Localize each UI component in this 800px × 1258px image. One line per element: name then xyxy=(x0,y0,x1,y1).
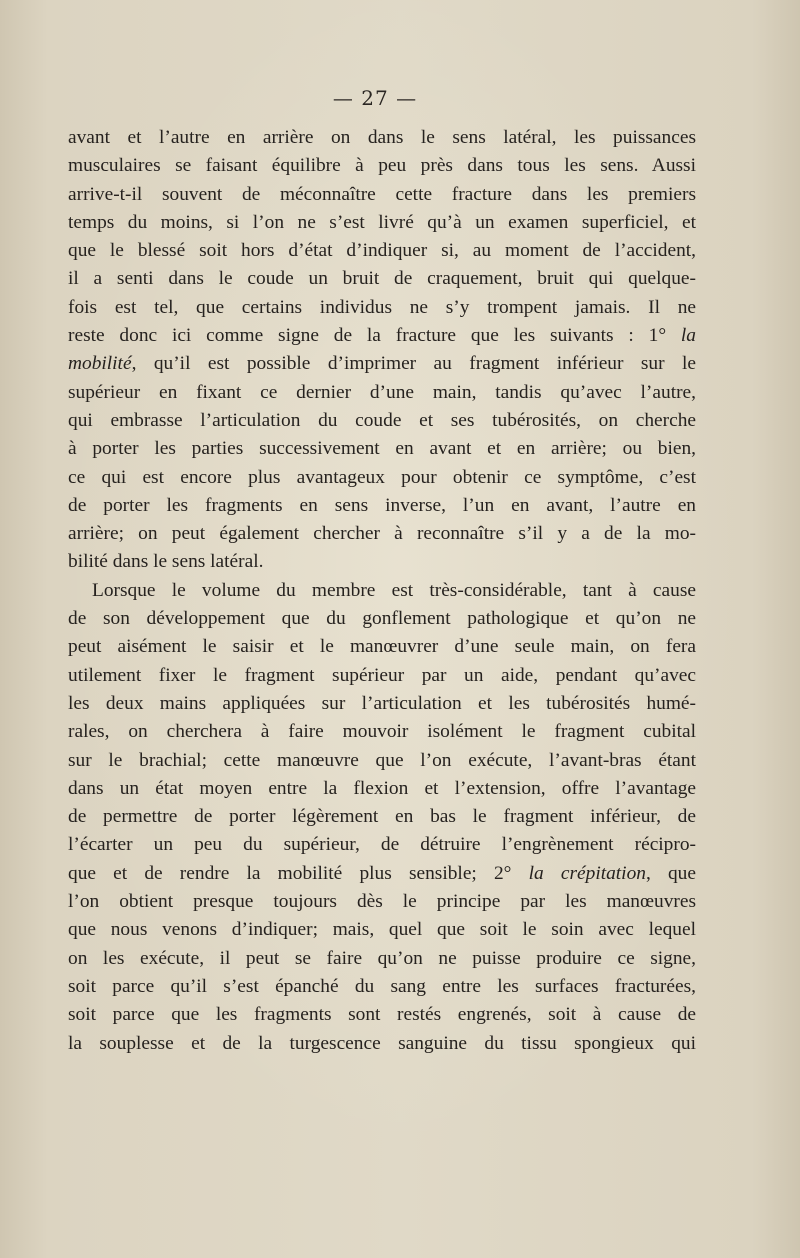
page-number: — 27 — xyxy=(332,86,418,110)
body-text xyxy=(68,124,696,1058)
line-text: utilement fixer le fragment supérieur par un aide, pendant qu’avec xyxy=(68,664,696,686)
italic-term: la crépitation xyxy=(528,862,646,884)
text-line xyxy=(68,124,696,152)
text-line xyxy=(68,520,696,548)
text-line xyxy=(68,265,696,293)
italic-term: mobilité xyxy=(68,353,132,375)
text-line xyxy=(68,662,696,690)
text-line xyxy=(68,237,696,265)
line-text: avant et l’autre en arrière on dans le sens latéral, les puissances xyxy=(68,127,696,148)
line-text: ce qui est encore plus avantageux pour obtenir ce symptôme, c’est xyxy=(68,466,696,488)
line-text: de porter les fragments en sens inverse, l’un en avant, l’autre en xyxy=(68,494,696,516)
text-line xyxy=(68,379,696,407)
line-text: que nous venons d’indiquer; mais, quel que soit le soin avec lequel xyxy=(68,919,696,941)
line-text: la souplesse et de la turgescence sanguine du tissu spongieux qui xyxy=(68,1032,696,1054)
text-line xyxy=(68,605,696,633)
line-text: arrière; on peut également chercher à reconnaître s’il y a de la mo- xyxy=(68,523,696,545)
line-text: il a senti dans le coude un bruit de craquement, bruit qui quelque- xyxy=(68,268,696,290)
text-line xyxy=(68,916,696,944)
text-line xyxy=(68,775,696,803)
line-text: , qu’il est possible d’imprimer au fragment inférieur sur le xyxy=(131,353,696,375)
line-text: soit parce qu’il s’est épanché du sang entre les surfaces fracturées, xyxy=(68,975,696,997)
line-text: que et de rendre la mobilité plus sensible; 2° xyxy=(68,862,529,884)
text-line xyxy=(68,888,696,916)
line-text: fois est tel, que certains individus ne s’y trompent jamais. Il ne xyxy=(68,296,696,318)
line-text: à porter les parties successivement en avant et en arrière; ou bien, xyxy=(68,438,696,460)
line-text: bilité dans le sens latéral. xyxy=(68,551,264,573)
text-line xyxy=(68,322,696,350)
line-text: arrive-t-il souvent de méconnaître cette fracture dans les premiers xyxy=(68,183,696,205)
line-text: l’on obtient presque toujours dès le principe par les manœuvres xyxy=(68,891,696,913)
line-text: dans un état moyen entre la flexion et l’extension, offre l’avantage xyxy=(68,777,696,799)
text-line xyxy=(68,435,696,463)
line-text: qui embrasse l’articulation du coude et ses tubérosités, on cherche xyxy=(68,409,696,431)
text-line xyxy=(68,1030,696,1058)
text-line xyxy=(68,407,696,435)
text-line xyxy=(68,747,696,775)
text-line xyxy=(68,831,696,859)
text-line xyxy=(68,577,696,605)
line-text: sur le brachial; cette manœuvre que l’on exécute, l’avant-bras étant xyxy=(68,749,696,771)
line-text: , que xyxy=(645,862,696,884)
text-line xyxy=(68,294,696,322)
italic-term: la xyxy=(680,325,696,347)
text-line xyxy=(68,181,696,209)
line-text: on les exécute, il peut se faire qu’on ne puisse produire ce signe, xyxy=(68,947,696,969)
line-text: musculaires se faisant équilibre à peu près dans tous les sens. Aussi xyxy=(68,155,696,177)
text-line xyxy=(68,690,696,718)
line-text: soit parce que les fragments sont restés engrenés, soit à cause de xyxy=(68,1004,696,1026)
line-text: reste donc ici comme signe de la fracture que les suivants : 1° xyxy=(68,325,681,347)
text-line xyxy=(68,464,696,492)
text-line xyxy=(68,492,696,520)
text-line xyxy=(68,718,696,746)
line-text: peut aisément le saisir et le manœuvrer d’une seule main, on fera xyxy=(68,636,696,658)
text-line xyxy=(68,945,696,973)
text-line xyxy=(68,152,696,180)
line-text: de son développement que du gonflement pathologique et qu’on ne xyxy=(68,608,696,630)
text-line xyxy=(68,548,696,576)
line-text: rales, on cherchera à faire mouvoir isolément le fragment cubital xyxy=(68,721,696,743)
line-text: l’écarter un peu du supérieur, de détruire l’engrènement récipro- xyxy=(68,834,696,856)
text-line xyxy=(68,209,696,237)
text-line xyxy=(68,973,696,1001)
text-line xyxy=(68,350,696,378)
line-text: de permettre de porter légèrement en bas le fragment inférieur, de xyxy=(68,806,696,828)
line-text: que le blessé soit hors d’état d’indiquer si, au moment de l’accident, xyxy=(68,240,696,262)
text-line xyxy=(68,633,696,661)
line-text: temps du moins, si l’on ne s’est livré qu’à un examen superficiel, et xyxy=(68,211,696,233)
text-line xyxy=(68,1001,696,1029)
text-line xyxy=(68,860,696,888)
line-text: les deux mains appliquées sur l’articulation et les tubérosités humé- xyxy=(68,692,696,714)
line-text: supérieur en fixant ce dernier d’une main, tandis qu’avec l’autre, xyxy=(68,381,696,403)
line-text: Lorsque le volume du membre est très-considérable, tant à cause xyxy=(92,579,696,601)
text-line xyxy=(68,803,696,831)
